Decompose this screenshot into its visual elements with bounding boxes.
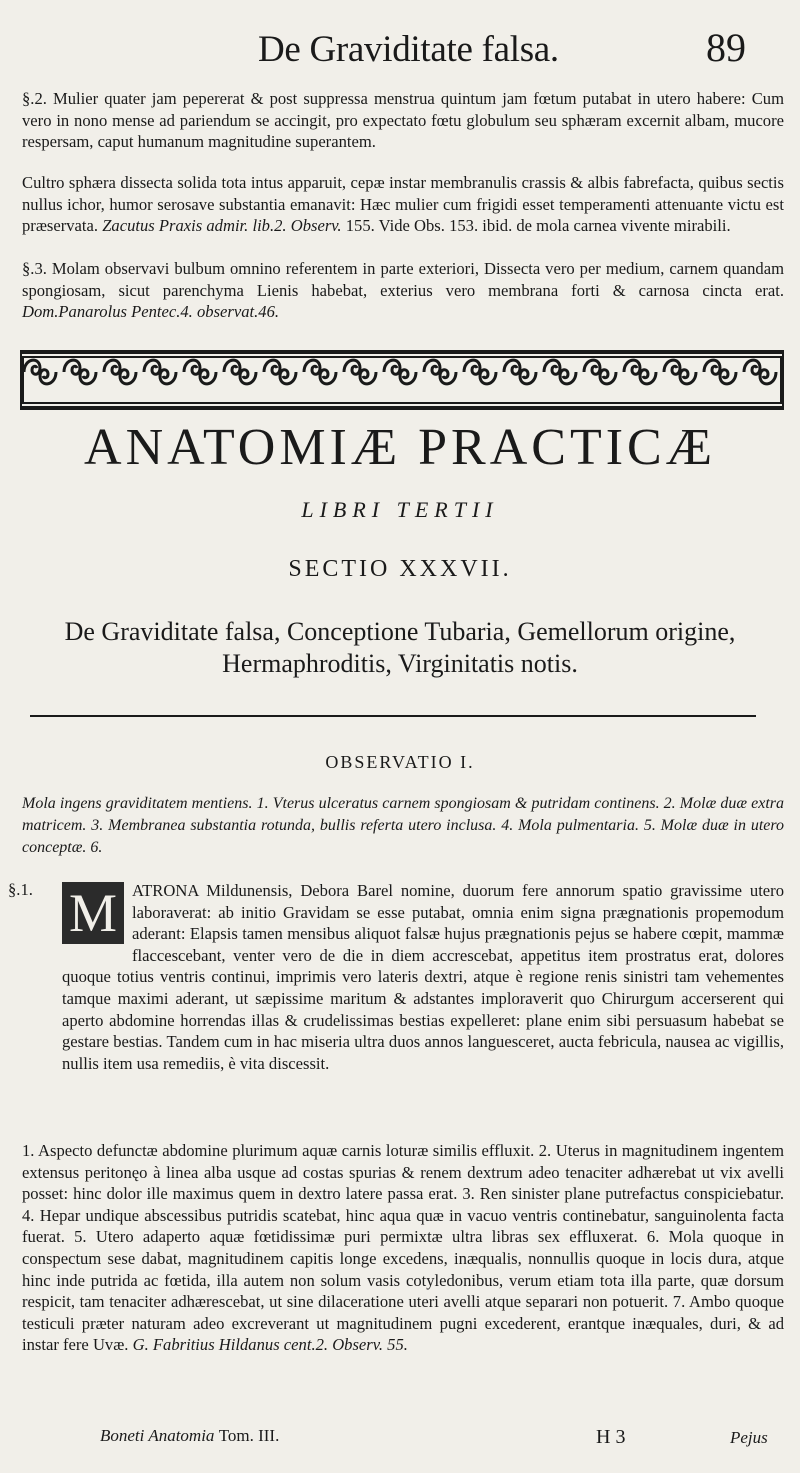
signature-mark: H 3 bbox=[596, 1426, 626, 1448]
observation-label: OBSERVATIO I. bbox=[325, 752, 475, 772]
zacutus-citation: Zacutus Praxis admir. lib.2. Observ. bbox=[102, 216, 342, 236]
panarolus-citation: Dom.Panarolus Pentec.4. observat.46. bbox=[22, 302, 280, 322]
paragraph-section-2 bbox=[22, 88, 784, 153]
section-heading: De Graviditate falsa, Conceptione Tubaria, Gemellorum origine, Hermaphroditis, Virginitatis notis. bbox=[64, 617, 736, 678]
observation-paragraph-text: ATRONA Mildunensis, Debora Barel nomine, duorum fere annorum spatio gravissime utero laboraverat: ab initio Gravidam se esse putabat, omnia enim signa prægnationis propemodum aderant: Elapsis tamen mensibus aliquot falsæ hujus prægnationis pejus se habere cœpit, mammæ flaccescebant, venter vero de die in diem accrescebat, appetitus item prostratus erat, dolores quoque totius ventris continui, imprimis vero lateris dextri, atque è regione renis sinistri tam vehementes tamque maximi aderant, ut sæpissime maritum & adstantes imploraverit quo Chirurgum accerserent qui aperto abdomine horrendas illas & crudelissimas bestias expelleret: plane enim sibi persuasum habebat se gestare bestias. Tandem cum in hac miseria ultra duos annos languesceret, aucta febricula, nausea ac vigillis, nullis item usa remediis, è vita discessit. bbox=[62, 881, 784, 1073]
observation-paragraph bbox=[62, 880, 784, 1074]
vide-obs-text: 155. Vide Obs. 153. ibid. de mola carnea vivente mirabili. bbox=[345, 216, 731, 236]
section-2-text: §.2. Mulier quater jam pepererat & post suppressa menstrua quintum jam fœtum putabat in utero habere: Cum vero in nono mense ad pariendum se accingit, pro expectato fœtu globulum seu sphæram excernit albam, mucore respersam, caput humanum magnitudine superantem. bbox=[22, 89, 784, 152]
cultro-text: Cultro sphæra dissecta solida tota intus apparuit, cepæ instar membranulis crassis & albis fabrefacta, quibus sectis nullus ichor, humor serosave substantia emanavit: Hæc mulier cum frigidi esset temperamenti attenuante victu est præservata. bbox=[22, 173, 784, 236]
page-header bbox=[0, 26, 800, 74]
running-title: De Graviditate falsa. bbox=[258, 29, 559, 70]
catchword: Pejus bbox=[730, 1428, 768, 1447]
divider-rule bbox=[30, 715, 756, 717]
book-subtitle: LIBRI TERTII bbox=[301, 497, 499, 522]
autopsy-findings-text: 1. Aspecto defunctæ abdomine plurimum aquæ carnis loturæ similis effluxit. 2. Uterus in magnitudinem ingentem extensus peritonęo à linea alba usque ad costas spurias & renem dextrum adeo tenaciter adhærebat ut vix avelli posset: hinc dolor ille maximus quem in dextro latere passa erat. 3. Ren sinister plane putrefactus conspiciebatur. 4. Hepar undique abscessibus putridis scatebat, hinc aqua quæ in vacuo ventris continebatur, sanguinolenta facta fuerat. 5. Utero adaperto aquæ fœtidissimæ puri permixtæ ultra libras sex effluxerat. 6. Mola quoque in conspectum sese dabat, magnitudinem capitis longe excedens, inæqualis, nonnullis quoque in locis dura, atque hinc inde putrida ac fœtida, illa autem non solum vasis cotyledonibus, verum etiam tota illa parte, quæ dorsum respicit, tam tenaciter adhærescebat, ut sine dilaceratione uteri avelli atque separari non potuerit. 7. Ambo quoque testiculi præter naturam adeo excreverant ut magnitudinem pugni excederent, erantque inæquales, duri, & ad instar fere Uvæ. bbox=[22, 1141, 784, 1355]
footer-reference bbox=[100, 1426, 279, 1446]
paragraph-cultro bbox=[22, 172, 784, 237]
footer-reference-italic: Boneti Anatomia bbox=[100, 1426, 215, 1445]
observation-summary: Mola ingens graviditatem mentiens. 1. Vterus ulceratus carnem spongiosam & putridam continens. 2. Molæ duæ extra matricem. 3. Membranea substantia rotunda, bullis referta utero inclusa. 4. Mola pulmentaria. 5. Molæ duæ in utero conceptæ. 6. bbox=[22, 795, 784, 856]
footer-reference-volume: Tom. III. bbox=[218, 1426, 280, 1445]
paragraph-section-3 bbox=[22, 258, 784, 323]
page-footer bbox=[0, 1426, 800, 1456]
dropcap-initial: M bbox=[62, 882, 124, 944]
book-title: ANATOMIÆ PRACTICÆ bbox=[84, 419, 716, 476]
autopsy-findings bbox=[22, 1140, 784, 1356]
paragraph-number: §.1. bbox=[8, 880, 33, 899]
decorative-border-ornament bbox=[20, 350, 784, 410]
section-title: SECTIO XXXVII. bbox=[288, 556, 512, 582]
hildanus-citation: G. Fabritius Hildanus cent.2. Observ. 55. bbox=[132, 1335, 408, 1355]
page-number: 89 bbox=[706, 25, 746, 70]
section-3-text: §.3. Molam observavi bulbum omnino referentem in parte exteriori, Dissecta vero per medium, carnem quandam spongiosam, sicut parenchyma Lienis habebat, exterius vero membrana forti & carnosa cincta erat. bbox=[22, 259, 784, 300]
